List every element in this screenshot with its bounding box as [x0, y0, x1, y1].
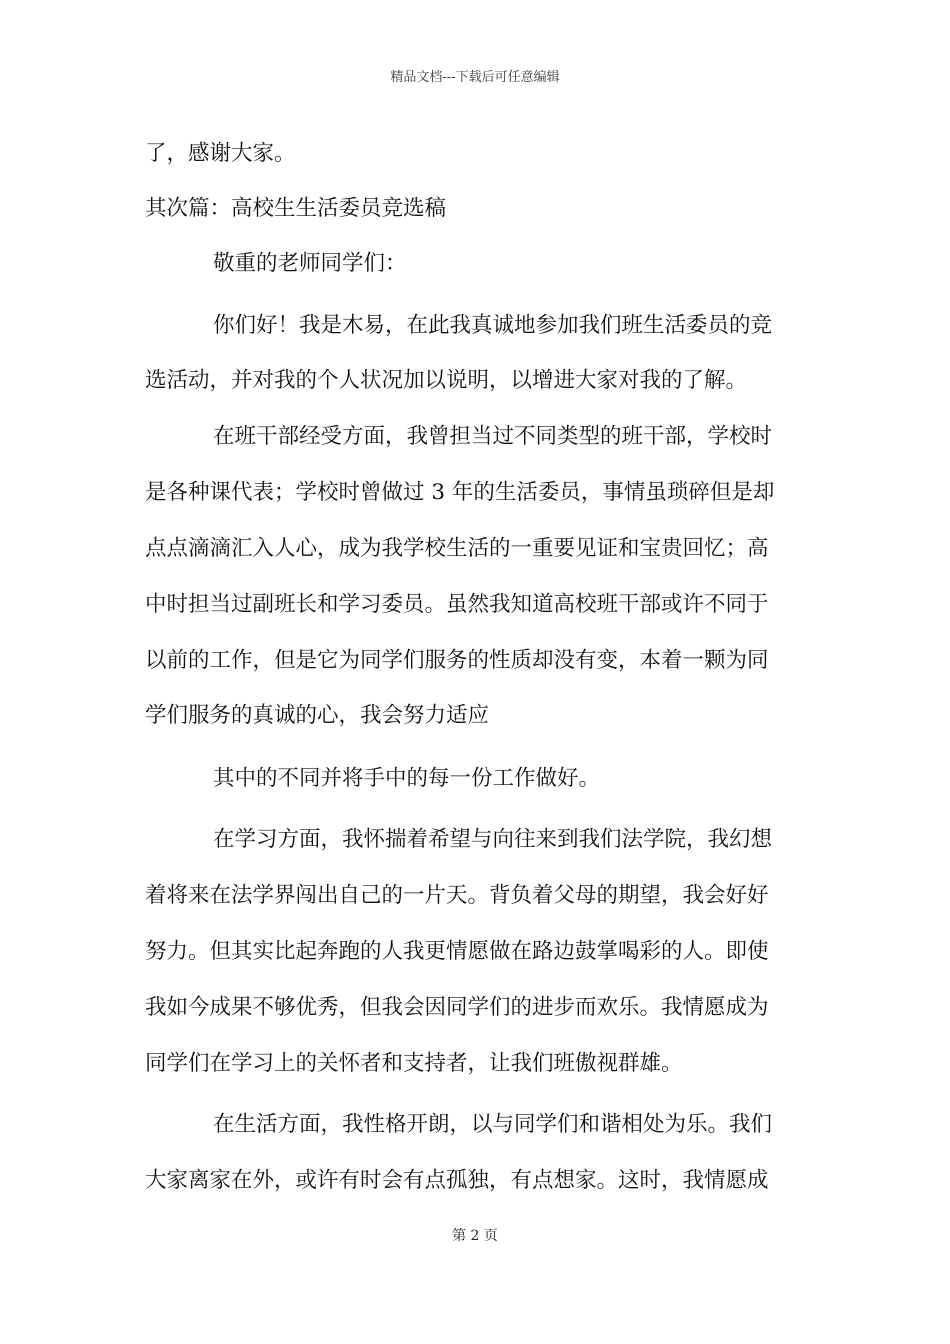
text-line: 你们好！我是木易，在此我真诚地参加我们班生活委员的竞: [213, 313, 773, 338]
text-line: 大家离家在外，或许有时会有点孤独，有点想家。这时，我情愿成: [145, 1168, 769, 1193]
salutation: 敬重的老师同学们：: [213, 251, 407, 276]
page-header: 精品文档---下载后可任意编辑: [390, 70, 560, 85]
text-line: 在生活方面，我性格开朗，以与同学们和谐相处为乐。我们: [213, 1112, 773, 1137]
text-line: 着将来在法学界闯出自己的一片天。背负着父母的期望，我会好好: [145, 883, 769, 908]
text-line: 在班干部经受方面，我曾担当过不同类型的班干部，学校时: [213, 424, 773, 449]
text-line: 以前的工作，但是它为同学们服务的性质却没有变，本着一颗为同: [145, 648, 769, 673]
text-line: 其中的不同并将手中的每一份工作做好。: [213, 766, 601, 791]
text-line: 在学习方面，我怀揣着希望与向往来到我们法学院，我幻想: [213, 827, 773, 852]
text-line: 同学们在学习上的关怀者和支持者，让我们班傲视群雄。: [145, 1051, 683, 1076]
page-number: 第 2 页: [452, 1228, 498, 1244]
section-title: 其次篇：高校生生活委员竞选稿: [145, 196, 447, 221]
text-line: 学们服务的真诚的心，我会努力适应: [145, 703, 490, 728]
text-line: 点点滴滴汇入人心，成为我学校生活的一重要见证和宝贵回忆；高: [145, 536, 769, 561]
text-line: 了，感谢大家。: [145, 141, 296, 166]
text-line: 努力。但其实比起奔跑的人我更情愿做在路边鼓掌喝彩的人。即使: [145, 939, 769, 964]
text-line: 中时担当过副班长和学习委员。虽然我知道高校班干部或许不同于: [145, 592, 769, 617]
text-line: 是各种课代表；学校时曾做过 3 年的生活委员，事情虽琐碎但是却: [145, 480, 775, 505]
text-line: 我如今成果不够优秀，但我会因同学们的进步而欢乐。我情愿成为: [145, 995, 769, 1020]
text-line: 选活动，并对我的个人状况加以说明，以增进大家对我的了解。: [145, 368, 748, 393]
